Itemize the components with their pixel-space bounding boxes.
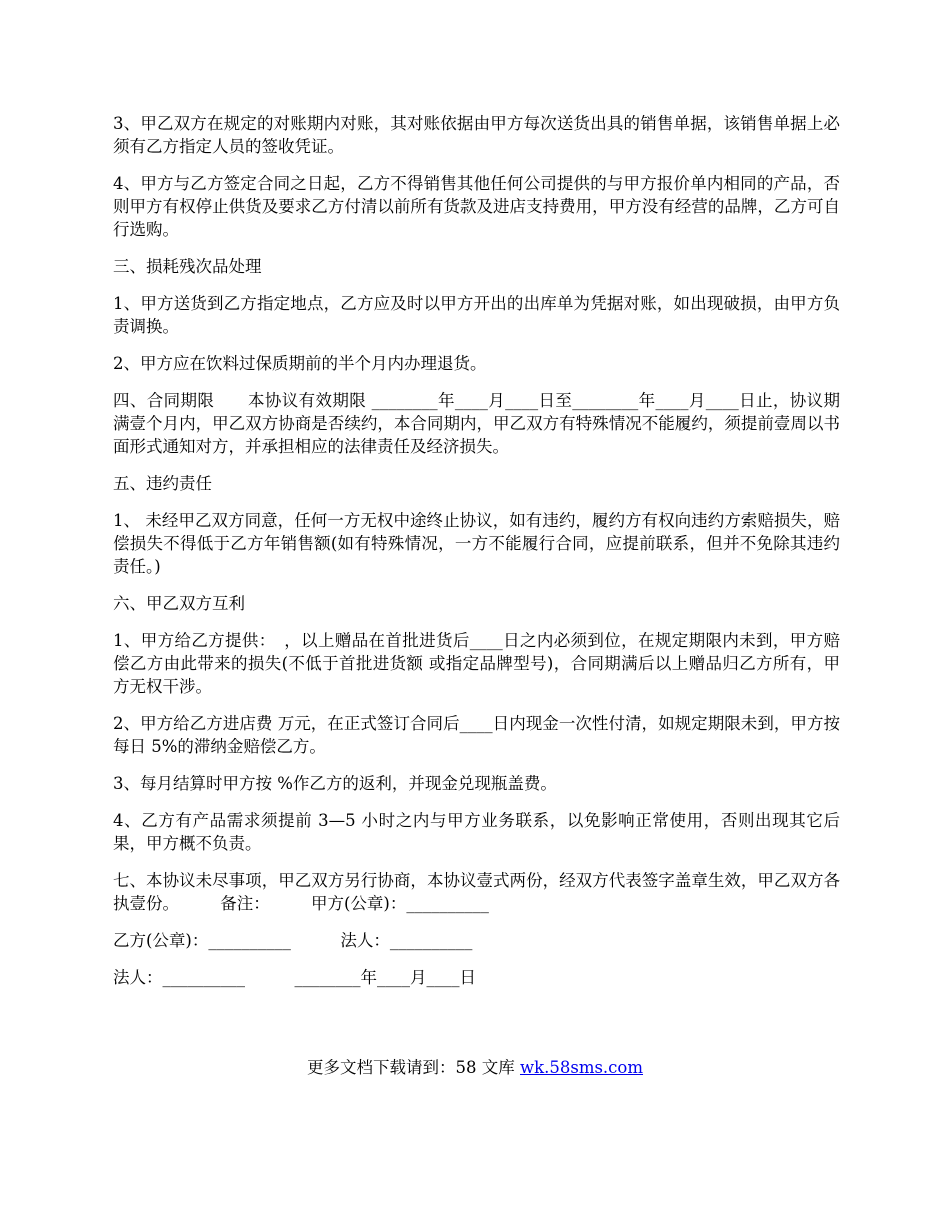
footer-link[interactable]: wk.58sms.com bbox=[519, 1058, 643, 1077]
section-heading-mutual-benefit: 六、甲乙双方互利 bbox=[113, 594, 245, 613]
footer-text: 更多文档下载请到：58 文库 bbox=[306, 1058, 520, 1077]
section-heading-defects: 三、损耗残次品处理 bbox=[113, 257, 262, 276]
signature-line-party-b: 乙方(公章)：__________ 法人：__________ bbox=[113, 931, 473, 950]
paragraph-contract-term: 四、合同期限 本协议有效期限 ________年____月____日至________年____月____日止，协议期满壹个月内，甲乙双方协商是否续约，本合同期内，甲乙双方有特殊情况不能履约，须提前壹周以书面形式通知对方，并承担相应的法律责任及经济损失。 bbox=[113, 391, 840, 456]
signature-line-legal-date: 法人：__________ ________年____月____日 bbox=[113, 968, 476, 987]
paragraph-order-notice: 4、乙方有产品需求须提前 3—5 小时之内与甲方业务联系，以免影响正常使用，否则出现其它后果，甲方概不负责。 bbox=[113, 811, 840, 853]
paragraph-gifts: 1、甲方给乙方提供： ，以上赠品在首批进货后____日之内必须到位，在规定期限内未到，甲方赔偿乙方由此带来的损失(不低于首批进货额 或指定品牌型号)，合同期满后以上赠品归乙方所有，甲方无权干涉。 bbox=[113, 631, 840, 696]
paragraph-rebate: 3、每月结算时甲方按 %作乙方的返利，并现金兑现瓶盖费。 bbox=[113, 774, 557, 793]
paragraph-reconciliation: 3、甲乙双方在规定的对账期内对账，其对账依据由甲方每次送货出具的销售单据，该销售单据上必须有乙方指定人员的签收凭证。 bbox=[113, 114, 840, 156]
document-body bbox=[113, 112, 840, 1003]
paragraph-entry-fee: 2、甲方给乙方进店费 万元，在正式签订合同后____日内现金一次性付清，如规定期限未到，甲方按每日 5%的滞纳金赔偿乙方。 bbox=[113, 714, 840, 756]
section-heading-breach: 五、违约责任 bbox=[113, 474, 212, 493]
paragraph-breach-liability: 1、 未经甲乙双方同意，任何一方无权中途终止协议，如有违约，履约方有权向违约方索赔损失，赔偿损失不得低于乙方年销售额(如有特殊情况，一方不能履行合同，应提前联系，但并不免除其违约责任。) bbox=[113, 511, 840, 576]
paragraph-returns: 2、甲方应在饮料过保质期前的半个月内办理退货。 bbox=[113, 354, 487, 373]
page-footer bbox=[0, 1056, 950, 1079]
paragraph-delivery-damage: 1、甲方送货到乙方指定地点，乙方应及时以甲方开出的出库单为凭据对账，如出现破损，由甲方负责调换。 bbox=[113, 294, 840, 336]
paragraph-misc-terms: 七、本协议未尽事项，甲乙双方另行协商，本协议壹式两份，经双方代表签字盖章生效，甲乙双方各执壹份。 备注： 甲方(公章)：__________ bbox=[113, 871, 840, 913]
paragraph-exclusivity: 4、甲方与乙方签定合同之日起，乙方不得销售其他任何公司提供的与甲方报价单内相同的产品，否则甲方有权停止供货及要求乙方付清以前所有货款及进店支持费用，甲方没有经营的品牌，乙方可自行选购。 bbox=[113, 174, 840, 239]
